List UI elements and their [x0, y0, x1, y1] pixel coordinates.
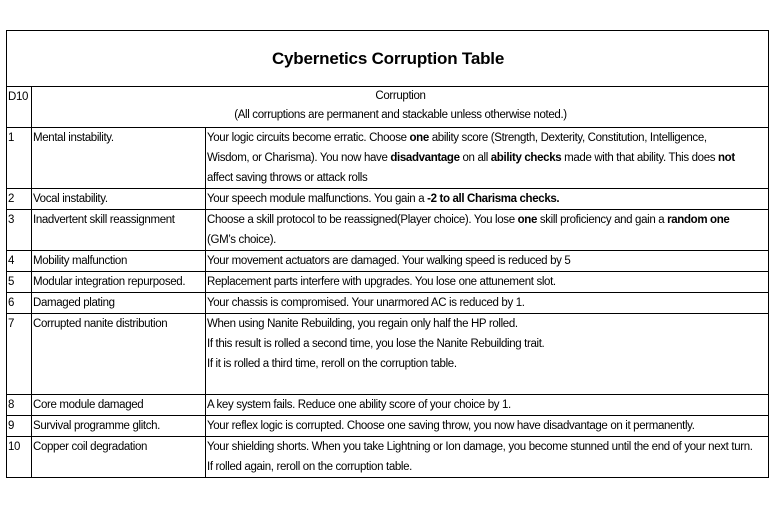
roll-cell: 9	[7, 416, 32, 437]
corruption-name-cell: Corrupted nanite distribution	[32, 314, 206, 395]
roll-cell: 10	[7, 437, 32, 478]
table-row	[7, 189, 769, 210]
effect-text: (GM’s choice).	[207, 234, 277, 246]
corruption-effect-cell	[206, 272, 769, 293]
table-row	[7, 314, 769, 395]
table-row	[7, 128, 769, 189]
table-row	[7, 210, 769, 251]
corruption-effect-cell	[206, 189, 769, 210]
effect-line	[207, 189, 768, 209]
effect-line	[207, 272, 768, 292]
effect-text: made with that ability. This does	[561, 152, 718, 164]
effect-emphasis: ability checks	[490, 152, 562, 164]
effect-line	[207, 457, 768, 477]
corruption-name-cell: Inadvertent skill reassignment	[32, 210, 206, 251]
effect-text: Your reflex logic is corrupted. Choose one saving throw, you now have disadvantage on it permanently.	[207, 420, 695, 432]
effect-text: Your chassis is compromised. Your unarmored AC is reduced by 1.	[207, 297, 525, 309]
effect-emphasis: one	[517, 214, 537, 226]
corruption-effect-cell	[206, 437, 769, 478]
table-row	[7, 251, 769, 272]
corruption-name-cell: Mobility malfunction	[32, 251, 206, 272]
effect-line	[207, 128, 768, 148]
corruption-name-cell: Damaged plating	[32, 293, 206, 314]
effect-text: affect saving throws or attack rolls	[207, 172, 368, 184]
effect-line	[207, 437, 768, 457]
effect-line	[207, 230, 768, 250]
effect-text: If rolled again, reroll on the corruption table.	[207, 461, 413, 473]
corruption-effect-cell	[206, 293, 769, 314]
effect-text: Choose a skill protocol to be reassigned(Player choice). You lose	[207, 214, 518, 226]
effect-line	[207, 395, 768, 415]
corruption-name-cell: Mental instability.	[32, 128, 206, 189]
effect-line	[207, 251, 768, 271]
effect-line	[207, 210, 768, 230]
effect-emphasis: -2 to all Charisma checks.	[427, 193, 560, 205]
effect-text: on all	[459, 152, 491, 164]
effect-emphasis: not	[718, 152, 735, 164]
effect-line	[207, 354, 768, 374]
corruption-effect-cell	[206, 251, 769, 272]
roll-cell: 7	[7, 314, 32, 395]
table-row	[7, 293, 769, 314]
corruption-name-cell: Modular integration repurposed.	[32, 272, 206, 293]
corruption-header-label: Corruption	[375, 90, 426, 102]
effect-text: If this result is rolled a second time, you lose the Nanite Rebuilding trait.	[207, 338, 545, 350]
effect-line	[207, 416, 768, 436]
corruption-effect-cell	[206, 210, 769, 251]
corruption-name-cell: Core module damaged	[32, 395, 206, 416]
roll-cell: 2	[7, 189, 32, 210]
roll-cell: 8	[7, 395, 32, 416]
roll-cell: 6	[7, 293, 32, 314]
effect-emphasis: disadvantage	[390, 152, 460, 164]
table-row	[7, 437, 769, 478]
title-row	[7, 31, 769, 87]
roll-cell: 1	[7, 128, 32, 189]
effect-text: Your speech module malfunctions. You gain a	[207, 193, 428, 205]
effect-line	[207, 314, 768, 334]
effect-text: ability score (Strength, Dexterity, Constitution, Intelligence,	[428, 132, 707, 144]
corruption-header	[32, 87, 769, 128]
effect-text: Your shielding shorts. When you take Lightning or Ion damage, you become stunned until the end of your next turn.	[207, 441, 753, 453]
effect-text: A key system fails. Reduce one ability score of your choice by 1.	[207, 399, 511, 411]
effect-line	[207, 334, 768, 354]
corruption-header-note: (All corruptions are permanent and stackable unless otherwise noted.)	[234, 109, 567, 121]
effect-emphasis: random one	[667, 214, 730, 226]
corruption-effect-cell	[206, 128, 769, 189]
corruption-name-cell: Copper coil degradation	[32, 437, 206, 478]
effect-text: skill proficiency and gain a	[537, 214, 668, 226]
effect-line	[207, 148, 768, 168]
effect-line	[207, 374, 768, 394]
effect-emphasis: one	[409, 132, 429, 144]
roll-cell: 5	[7, 272, 32, 293]
corruption-effect-cell	[206, 395, 769, 416]
header-row	[7, 87, 769, 128]
table-row	[7, 416, 769, 437]
die-header: D10	[7, 87, 32, 128]
table-row	[7, 395, 769, 416]
corruption-effect-cell	[206, 416, 769, 437]
effect-text: Replacement parts interfere with upgrades. You lose one attunement slot.	[207, 276, 556, 288]
corruption-name-cell: Survival programme glitch.	[32, 416, 206, 437]
effect-line	[207, 293, 768, 313]
roll-cell: 3	[7, 210, 32, 251]
effect-text: Wisdom, or Charisma). You now have	[207, 152, 391, 164]
effect-text: Your logic circuits become erratic. Choose	[207, 132, 410, 144]
corruption-effect-cell	[206, 314, 769, 395]
effect-text: If it is rolled a third time, reroll on the corruption table.	[207, 358, 457, 370]
effect-text: Your movement actuators are damaged. Your walking speed is reduced by 5	[207, 255, 571, 267]
corruption-name-cell: Vocal instability.	[32, 189, 206, 210]
table-body	[7, 31, 769, 478]
effect-text: When using Nanite Rebuilding, you regain only half the HP rolled.	[207, 318, 518, 330]
table-row	[7, 272, 769, 293]
table-title: Cybernetics Corruption Table	[7, 31, 769, 87]
effect-line	[207, 168, 768, 188]
corruption-table	[6, 30, 769, 478]
roll-cell: 4	[7, 251, 32, 272]
